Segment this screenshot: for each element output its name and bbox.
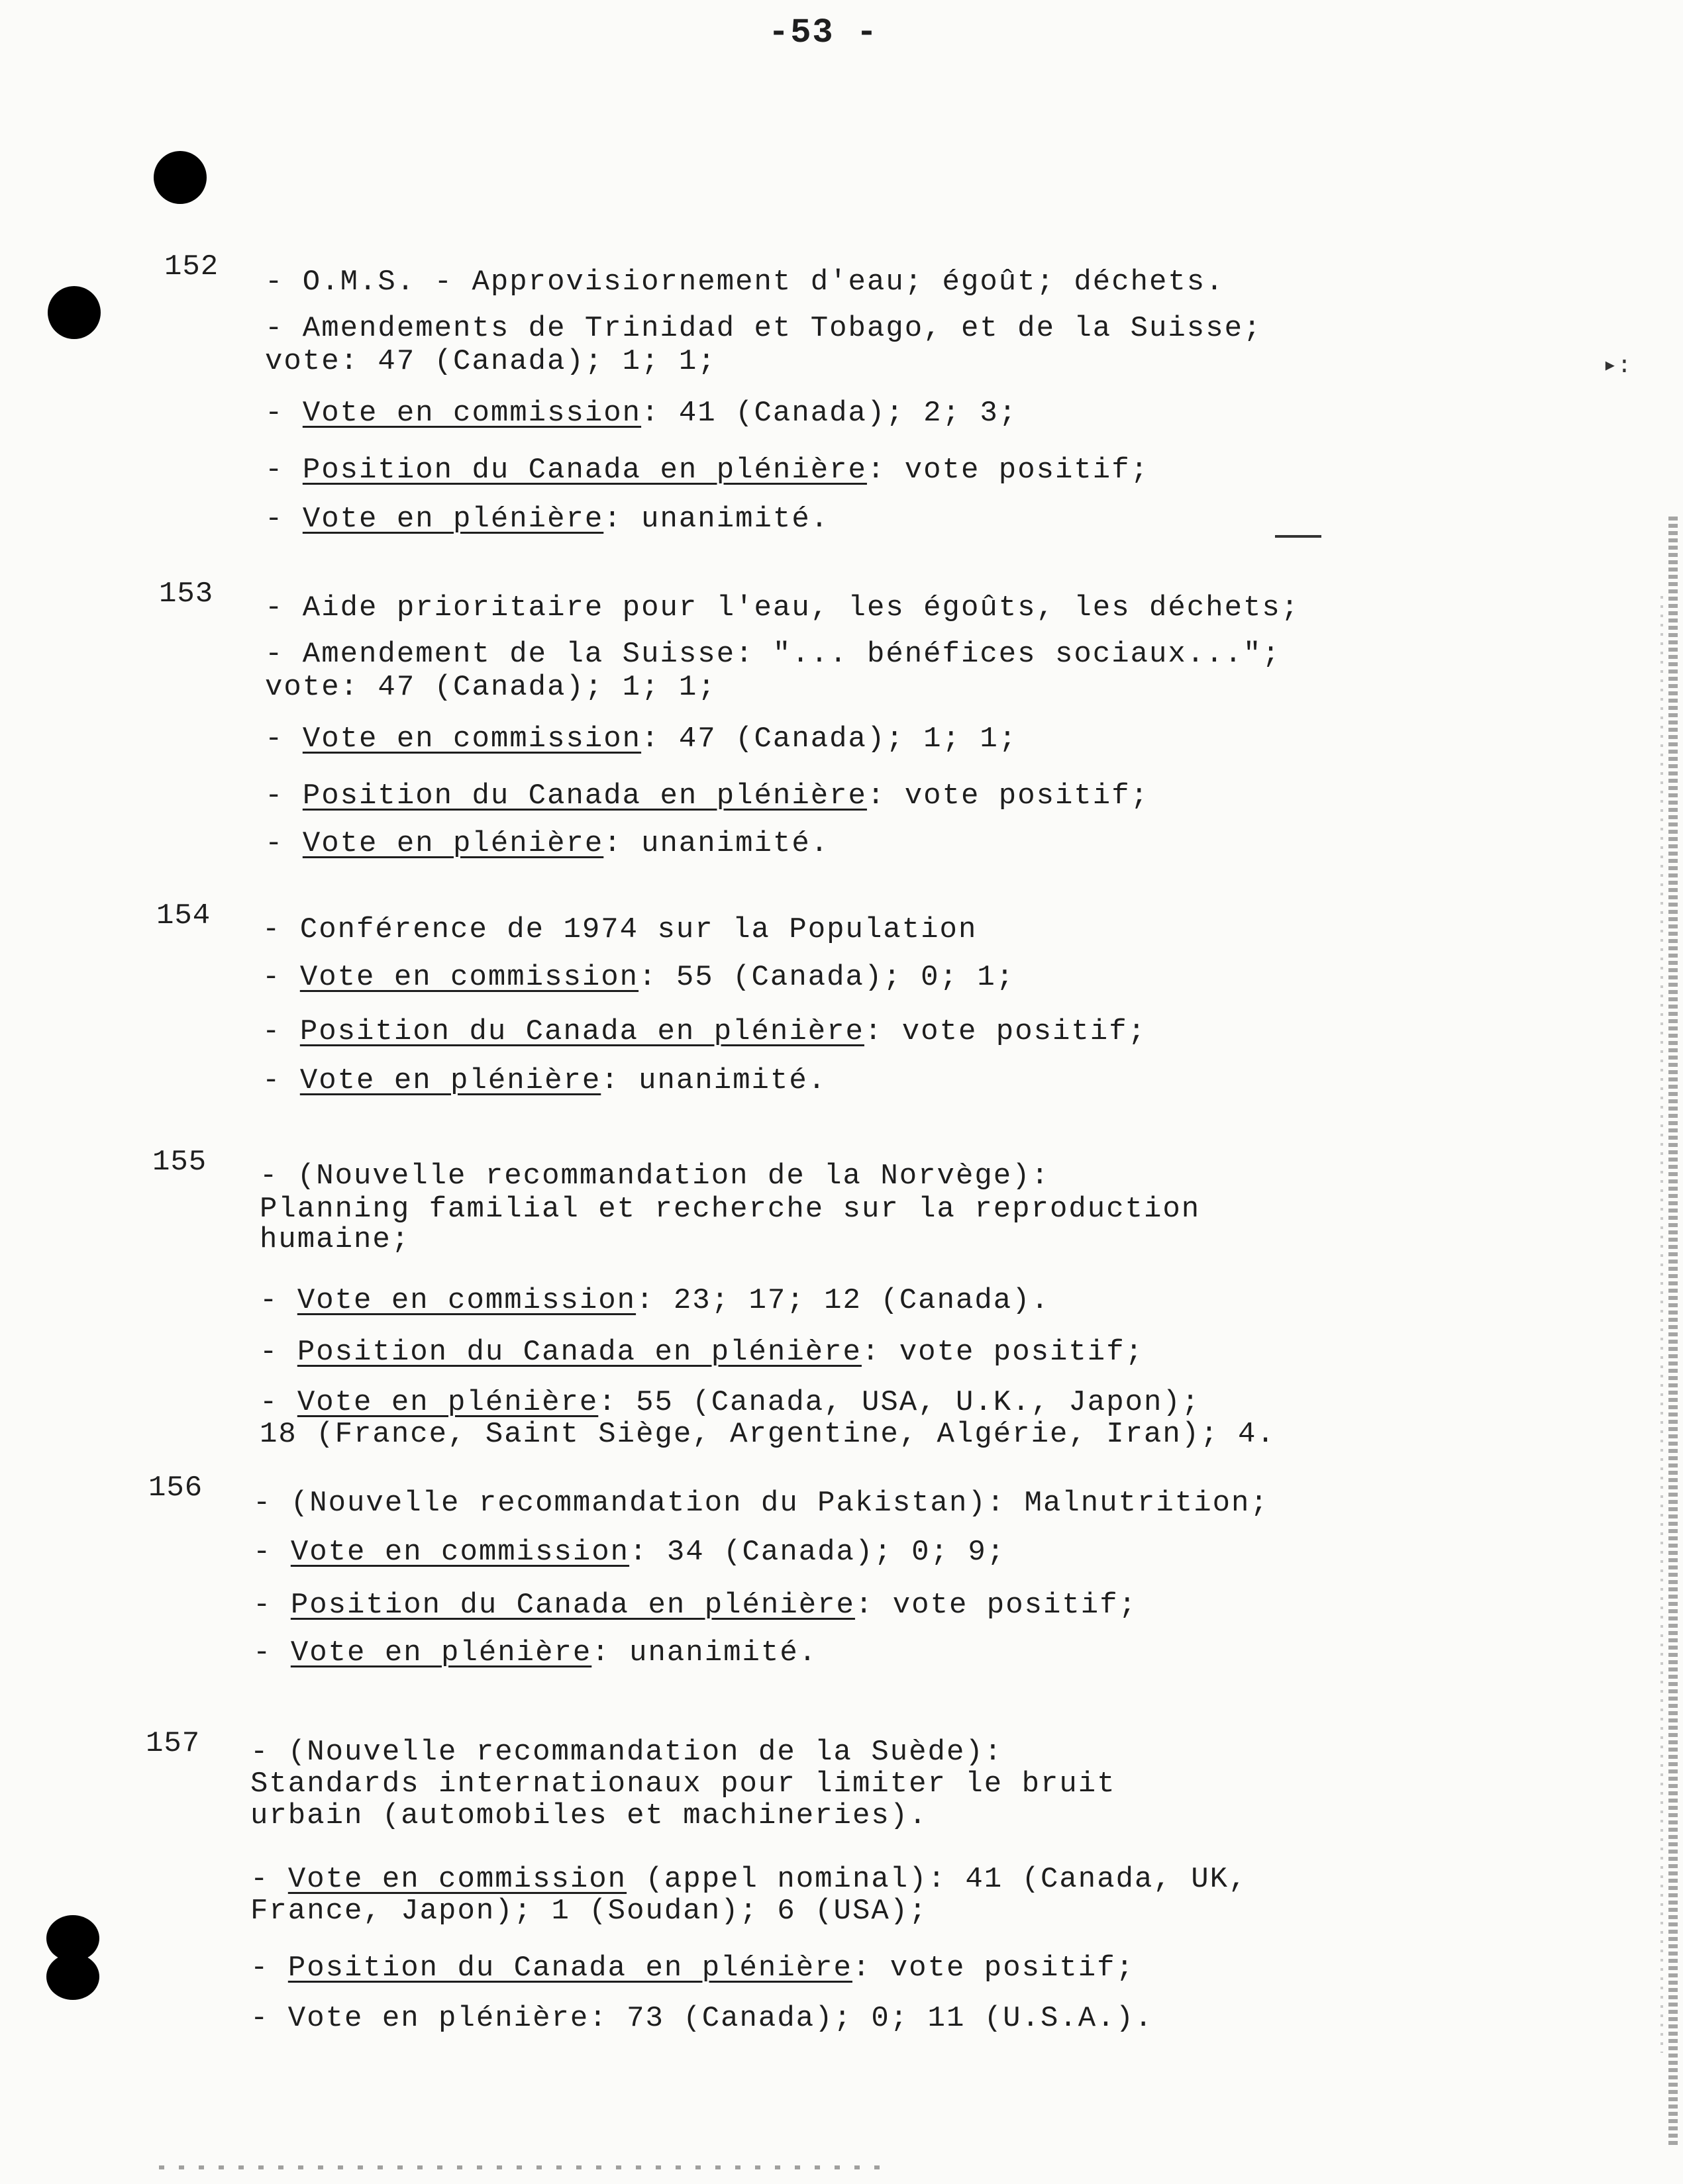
vote-commission-line: - Vote en commission: 23; 17; 12 (Canada). bbox=[260, 1284, 1050, 1317]
vote-pleniere-line: - Vote en plénière: unanimité. bbox=[265, 827, 830, 860]
amendment-vote-line: vote: 47 (Canada); 1; 1; bbox=[265, 671, 717, 704]
item-description-line-1: Planning familial et recherche sur la reproduction bbox=[260, 1193, 1201, 1226]
vote-pleniere-line: - Vote en plénière: 55 (Canada, USA, U.K., Japon); bbox=[260, 1386, 1201, 1419]
amendment-line: - Amendement de la Suisse: "... bénéfices sociaux..."; bbox=[265, 638, 1281, 671]
vote-commission-value: : 41 (Canada); 2; 3; bbox=[641, 397, 1018, 430]
item-title: - (Nouvelle recommandation de la Norvège): bbox=[260, 1160, 1050, 1193]
side-arrow-mark: ▸: bbox=[1603, 352, 1632, 379]
vote-pleniere-label: Vote en plénière bbox=[290, 1636, 592, 1669]
item-number: 156 bbox=[148, 1471, 203, 1505]
position-canada-value: : vote positif; bbox=[854, 1589, 1138, 1622]
amendment-line: - Amendements de Trinidad et Tobago, et de la Suisse; bbox=[265, 312, 1262, 345]
vote-pleniere-line: - Vote en plénière: unanimité. bbox=[265, 503, 830, 536]
vote-commission-label: Vote en commission bbox=[299, 961, 639, 994]
item-description-line-1: Standards internationaux pour limiter le bruit bbox=[250, 1767, 1116, 1801]
vote-pleniere-label: Vote en plénière bbox=[297, 1386, 599, 1419]
margin-scan-strip bbox=[1668, 517, 1678, 2146]
vote-commission-value: : 34 (Canada); 0; 9; bbox=[629, 1536, 1006, 1569]
item-title: - (Nouvelle recommandation du Pakistan): Malnutrition; bbox=[253, 1487, 1269, 1520]
vote-commission-value: : 23; 17; 12 (Canada). bbox=[636, 1284, 1050, 1317]
item-title: - O.M.S. - Approvisiornement d'eau; égoût; déchets. bbox=[265, 266, 1225, 299]
item-title: - (Nouvelle recommandation de la Suède): bbox=[250, 1736, 1003, 1769]
vote-commission-label: Vote en commission bbox=[297, 1284, 637, 1317]
vote-pleniere-value: : unanimité. bbox=[603, 503, 830, 536]
bottom-scan-noise bbox=[159, 2165, 888, 2169]
vote-pleniere-label: Vote en plénière bbox=[299, 1064, 601, 1097]
vote-commission-value: (appel nominal): 41 (Canada, UK, bbox=[627, 1863, 1248, 1896]
vote-commission-label: Vote en commission bbox=[287, 1863, 627, 1896]
item-number: 153 bbox=[159, 577, 214, 611]
vote-commission-value: : 47 (Canada); 1; 1; bbox=[641, 722, 1018, 756]
vote-commission-line: - Vote en commission: 34 (Canada); 0; 9; bbox=[253, 1536, 1006, 1569]
item-title: - Aide prioritaire pour l'eau, les égoûts, les déchets; bbox=[265, 591, 1300, 624]
vote-pleniere-label: Vote en plénière bbox=[302, 827, 604, 860]
vote-pleniere-line: - Vote en plénière: unanimité. bbox=[253, 1636, 818, 1669]
pen-dash-mark bbox=[1275, 535, 1321, 538]
vote-pleniere-line: - Vote en plénière: 73 (Canada); 0; 11 (U.S.A.). bbox=[250, 2002, 1154, 2035]
item-description-line-2: urbain (automobiles et machineries). bbox=[250, 1799, 928, 1832]
item-number: 152 bbox=[164, 250, 219, 283]
position-canada-line: - Position du Canada en plénière: vote positif; bbox=[250, 1952, 1135, 1985]
position-canada-value: : vote positif; bbox=[852, 1952, 1135, 1985]
item-number: 154 bbox=[156, 899, 211, 932]
amendment-vote-line: vote: 47 (Canada); 1; 1; bbox=[265, 345, 717, 378]
vote-commission-line: - Vote en commission: 47 (Canada); 1; 1; bbox=[265, 722, 1018, 756]
vote-pleniere-value: : 55 (Canada, USA, U.K., Japon); bbox=[598, 1386, 1201, 1419]
position-canada-line: - Position du Canada en plénière: vote positif; bbox=[262, 1015, 1147, 1048]
position-canada-label: Position du Canada en plénière bbox=[302, 454, 867, 487]
position-canada-line: - Position du Canada en plénière: vote positif; bbox=[260, 1336, 1145, 1369]
position-canada-label: Position du Canada en plénière bbox=[290, 1589, 855, 1622]
vote-commission-line: - Vote en commission: 55 (Canada); 0; 1; bbox=[262, 961, 1015, 994]
punch-hole-bottom-lower bbox=[46, 1954, 99, 2000]
punch-hole-middle bbox=[48, 286, 101, 339]
vote-commission-value: : 55 (Canada); 0; 1; bbox=[638, 961, 1015, 994]
item-title: - Conférence de 1974 sur la Population bbox=[262, 913, 978, 946]
position-canada-label: Position du Canada en plénière bbox=[287, 1952, 852, 1985]
vote-commission-label: Vote en commission bbox=[302, 397, 642, 430]
position-canada-value: : vote positif; bbox=[861, 1336, 1145, 1369]
vote-commission-line: - Vote en commission: 41 (Canada); 2; 3; bbox=[265, 397, 1018, 430]
position-canada-line: - Position du Canada en plénière: vote positif; bbox=[253, 1589, 1138, 1622]
vote-commission-line: - Vote en commission (appel nominal): 41 (Canada, UK, bbox=[250, 1863, 1248, 1896]
vote-commission-label: Vote en commission bbox=[290, 1536, 630, 1569]
vote-commission-continuation: France, Japon); 1 (Soudan); 6 (USA); bbox=[250, 1895, 928, 1928]
item-number: 157 bbox=[146, 1727, 201, 1760]
position-canada-label: Position du Canada en plénière bbox=[302, 779, 867, 813]
vote-pleniere-value: : unanimité. bbox=[591, 1636, 818, 1669]
punch-hole-top bbox=[154, 151, 207, 204]
position-canada-line: - Position du Canada en plénière: vote positif; bbox=[265, 454, 1150, 487]
item-number: 155 bbox=[152, 1146, 207, 1179]
vote-pleniere-value: : unanimité. bbox=[601, 1064, 827, 1097]
position-canada-label: Position du Canada en plénière bbox=[297, 1336, 862, 1369]
vote-pleniere-line: - Vote en plénière: unanimité. bbox=[262, 1064, 827, 1097]
position-canada-label: Position du Canada en plénière bbox=[299, 1015, 864, 1048]
position-canada-line: - Position du Canada en plénière: vote positif; bbox=[265, 779, 1150, 813]
page-number: -53 - bbox=[768, 13, 879, 52]
position-canada-value: : vote positif; bbox=[866, 779, 1150, 813]
margin-scan-strip-inner bbox=[1660, 596, 1663, 2053]
vote-pleniere-value: : unanimité. bbox=[603, 827, 830, 860]
vote-commission-label: Vote en commission bbox=[302, 722, 642, 756]
item-description-line-2: humaine; bbox=[260, 1223, 411, 1256]
vote-pleniere-continuation: 18 (France, Saint Siège, Argentine, Algérie, Iran); 4. bbox=[260, 1418, 1276, 1451]
position-canada-value: : vote positif; bbox=[866, 454, 1150, 487]
position-canada-value: : vote positif; bbox=[864, 1015, 1147, 1048]
vote-pleniere-label: Vote en plénière bbox=[302, 503, 604, 536]
